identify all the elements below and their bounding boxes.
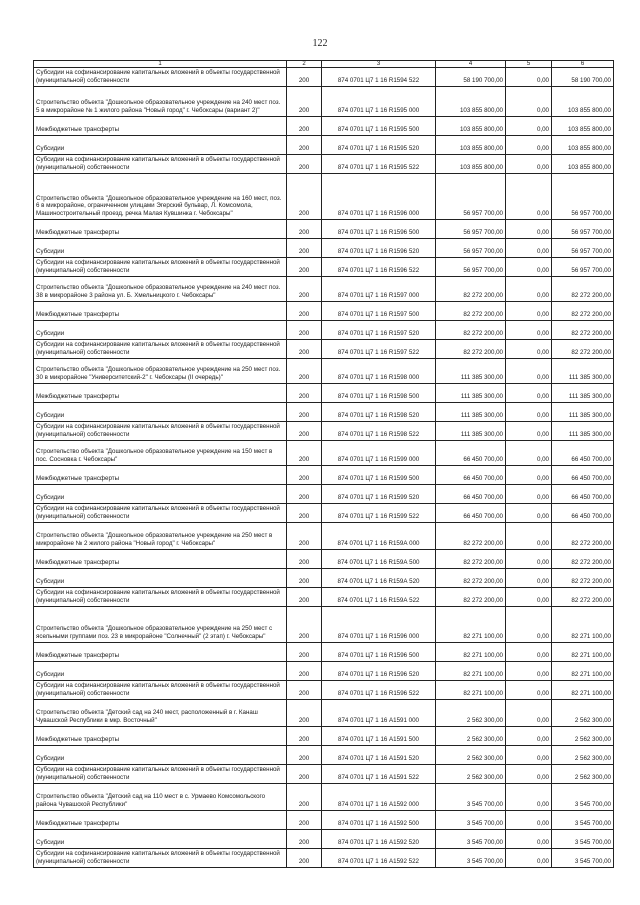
budget-table <box>33 60 614 868</box>
row-code: 200 <box>287 136 322 155</box>
row-target-code: 874 0701 Ц7 1 16 R159А 520 <box>322 569 436 588</box>
table-row <box>34 569 614 588</box>
row-total: 82 271 100,00 <box>552 662 614 681</box>
row-target-code: 874 0701 Ц7 1 16 А1592 522 <box>322 849 436 868</box>
row-total: 3 545 700,00 <box>552 830 614 849</box>
row-amount: 56 957 700,00 <box>436 258 506 277</box>
row-change: 0,00 <box>506 550 552 569</box>
row-name: Строительство объекта "Детский сад на 240 мест, расположенный в г. Канаш Чувашской Республики в мкр. Восточный" <box>34 700 287 727</box>
row-total: 82 271 100,00 <box>552 607 614 643</box>
row-target-code: 874 0701 Ц7 1 16 R1596 000 <box>322 174 436 220</box>
row-change: 0,00 <box>506 359 552 384</box>
row-target-code: 874 0701 Ц7 1 16 R1598 500 <box>322 384 436 403</box>
table-row <box>34 239 614 258</box>
row-name: Субсидии на софинансирование капитальных вложений в объекты государственной (муниципальной) собственности <box>34 765 287 784</box>
page-number: 122 <box>312 38 328 49</box>
row-total: 82 272 200,00 <box>552 588 614 607</box>
row-amount: 82 271 100,00 <box>436 681 506 700</box>
row-name: Субсидии на софинансирование капитальных вложений в объекты государственной (муниципальной) собственности <box>34 422 287 441</box>
row-target-code: 874 0701 Ц7 1 16 R1595 522 <box>322 155 436 174</box>
row-code: 200 <box>287 174 322 220</box>
table-row <box>34 523 614 550</box>
row-change: 0,00 <box>506 277 552 302</box>
row-code: 200 <box>287 68 322 87</box>
table-row <box>34 662 614 681</box>
row-name: Субсидии на софинансирование капитальных вложений в объекты государственной (муниципальной) собственности <box>34 258 287 277</box>
row-change: 0,00 <box>506 727 552 746</box>
row-target-code: 874 0701 Ц7 1 16 R1596 000 <box>322 607 436 643</box>
row-code: 200 <box>287 359 322 384</box>
row-name: Межбюджетные трансферты <box>34 302 287 321</box>
table-row <box>34 765 614 784</box>
row-amount: 111 385 300,00 <box>436 384 506 403</box>
row-total: 66 450 700,00 <box>552 485 614 504</box>
row-total: 56 957 700,00 <box>552 174 614 220</box>
row-total: 111 385 300,00 <box>552 403 614 422</box>
row-code: 200 <box>287 588 322 607</box>
row-target-code: 874 0701 Ц7 1 16 А1591 522 <box>322 765 436 784</box>
row-target-code: 874 0701 Ц7 1 16 R1599 522 <box>322 504 436 523</box>
row-amount: 82 271 100,00 <box>436 607 506 643</box>
row-amount: 66 450 700,00 <box>436 441 506 466</box>
row-total: 82 272 200,00 <box>552 550 614 569</box>
row-name: Межбюджетные трансферты <box>34 811 287 830</box>
row-code: 200 <box>287 765 322 784</box>
row-code: 200 <box>287 441 322 466</box>
row-change: 0,00 <box>506 811 552 830</box>
row-amount: 3 545 700,00 <box>436 784 506 811</box>
table-row <box>34 68 614 87</box>
row-code: 200 <box>287 523 322 550</box>
row-target-code: 874 0701 Ц7 1 16 R1598 522 <box>322 422 436 441</box>
row-total: 3 545 700,00 <box>552 811 614 830</box>
row-amount: 103 855 800,00 <box>436 136 506 155</box>
table-row <box>34 136 614 155</box>
row-name: Субсидии <box>34 321 287 340</box>
row-amount: 111 385 300,00 <box>436 359 506 384</box>
row-code: 200 <box>287 384 322 403</box>
row-code: 200 <box>287 155 322 174</box>
row-name: Межбюджетные трансферты <box>34 643 287 662</box>
table-row <box>34 504 614 523</box>
row-name: Субсидии <box>34 485 287 504</box>
row-name: Строительство объекта "Дошкольное образовательное учреждение на 250 мест с ясельными группами поз. 23 в микрорайоне "Солнечный" (2 этап) г. Чебоксары" <box>34 607 287 643</box>
row-name: Строительство объекта "Дошкольное образовательное учреждение на 160 мест, поз. 6 в микрорайоне, ограниченном улицами Эгерский бульвар, Л. Комсомола, Машиностроительный проезд, речка Малая Кувшинка г. Чебоксары" <box>34 174 287 220</box>
row-total: 82 272 200,00 <box>552 321 614 340</box>
row-total: 103 855 800,00 <box>552 155 614 174</box>
column-number: 6 <box>552 61 614 68</box>
row-target-code: 874 0701 Ц7 1 16 R1597 000 <box>322 277 436 302</box>
row-total: 3 545 700,00 <box>552 849 614 868</box>
row-name: Строительство объекта "Дошкольное образовательное учреждение на 250 мест в микрорайоне № 2 жилого района "Новый город" г. Чебоксары" <box>34 523 287 550</box>
row-amount: 2 562 300,00 <box>436 700 506 727</box>
row-amount: 66 450 700,00 <box>436 466 506 485</box>
table-row <box>34 258 614 277</box>
row-amount: 56 957 700,00 <box>436 239 506 258</box>
row-code: 200 <box>287 784 322 811</box>
row-target-code: 874 0701 Ц7 1 16 А1591 520 <box>322 746 436 765</box>
row-amount: 103 855 800,00 <box>436 87 506 117</box>
table-row <box>34 302 614 321</box>
table-row <box>34 117 614 136</box>
row-change: 0,00 <box>506 174 552 220</box>
row-amount: 56 957 700,00 <box>436 220 506 239</box>
row-code: 200 <box>287 277 322 302</box>
table-row <box>34 700 614 727</box>
row-amount: 2 562 300,00 <box>436 765 506 784</box>
row-name: Межбюджетные трансферты <box>34 384 287 403</box>
row-target-code: 874 0701 Ц7 1 16 А1592 520 <box>322 830 436 849</box>
row-target-code: 874 0701 Ц7 1 16 R1599 500 <box>322 466 436 485</box>
row-amount: 103 855 800,00 <box>436 117 506 136</box>
row-amount: 82 271 100,00 <box>436 643 506 662</box>
row-name: Субсидии <box>34 830 287 849</box>
row-amount: 3 545 700,00 <box>436 849 506 868</box>
row-total: 2 562 300,00 <box>552 727 614 746</box>
row-code: 200 <box>287 569 322 588</box>
row-total: 2 562 300,00 <box>552 746 614 765</box>
row-name: Субсидии на софинансирование капитальных вложений в объекты государственной (муниципальной) собственности <box>34 68 287 87</box>
column-number: 4 <box>436 61 506 68</box>
table-row <box>34 321 614 340</box>
table-row <box>34 87 614 117</box>
row-total: 103 855 800,00 <box>552 136 614 155</box>
row-code: 200 <box>287 117 322 136</box>
row-change: 0,00 <box>506 504 552 523</box>
row-amount: 2 562 300,00 <box>436 746 506 765</box>
row-target-code: 874 0701 Ц7 1 16 R159А 500 <box>322 550 436 569</box>
row-amount: 82 272 200,00 <box>436 321 506 340</box>
row-name: Межбюджетные трансферты <box>34 727 287 746</box>
row-target-code: 874 0701 Ц7 1 16 R1599 000 <box>322 441 436 466</box>
row-change: 0,00 <box>506 422 552 441</box>
row-code: 200 <box>287 607 322 643</box>
row-target-code: 874 0701 Ц7 1 16 R1597 520 <box>322 321 436 340</box>
row-change: 0,00 <box>506 321 552 340</box>
row-target-code: 874 0701 Ц7 1 16 А1591 500 <box>322 727 436 746</box>
row-total: 82 272 200,00 <box>552 569 614 588</box>
row-code: 200 <box>287 87 322 117</box>
row-name: Субсидии <box>34 746 287 765</box>
row-target-code: 874 0701 Ц7 1 16 R1597 500 <box>322 302 436 321</box>
row-change: 0,00 <box>506 302 552 321</box>
row-change: 0,00 <box>506 588 552 607</box>
row-change: 0,00 <box>506 523 552 550</box>
row-code: 200 <box>287 504 322 523</box>
row-target-code: 874 0701 Ц7 1 16 А1591 000 <box>322 700 436 727</box>
row-name: Субсидии <box>34 569 287 588</box>
table-row <box>34 403 614 422</box>
row-total: 82 271 100,00 <box>552 643 614 662</box>
table-row <box>34 155 614 174</box>
table-row <box>34 485 614 504</box>
table-row <box>34 384 614 403</box>
table-row <box>34 220 614 239</box>
row-target-code: 874 0701 Ц7 1 16 R1599 520 <box>322 485 436 504</box>
row-amount: 66 450 700,00 <box>436 485 506 504</box>
row-name: Строительство объекта "Дошкольное образовательное учреждение на 240 мест поз. 5 в микрорайоне № 1 жилого района "Новый город" г. Чебоксары (вариант 2)" <box>34 87 287 117</box>
row-total: 66 450 700,00 <box>552 466 614 485</box>
row-target-code: 874 0701 Ц7 1 16 R1595 500 <box>322 117 436 136</box>
row-amount: 82 272 200,00 <box>436 523 506 550</box>
row-amount: 82 272 200,00 <box>436 302 506 321</box>
row-target-code: 874 0701 Ц7 1 16 А1592 000 <box>322 784 436 811</box>
row-name: Строительство объекта "Дошкольное образовательное учреждение на 240 мест поз. 38 в микрорайоне 3 района ул. Б. Хмельницкого г. Чебоксары" <box>34 277 287 302</box>
row-total: 3 545 700,00 <box>552 784 614 811</box>
table-body <box>34 68 614 868</box>
row-total: 2 562 300,00 <box>552 765 614 784</box>
table-row <box>34 277 614 302</box>
row-name: Субсидии <box>34 239 287 258</box>
row-change: 0,00 <box>506 746 552 765</box>
row-change: 0,00 <box>506 384 552 403</box>
row-name: Межбюджетные трансферты <box>34 466 287 485</box>
row-amount: 3 545 700,00 <box>436 811 506 830</box>
row-target-code: 874 0701 Ц7 1 16 R1596 500 <box>322 643 436 662</box>
table-row <box>34 681 614 700</box>
row-code: 200 <box>287 340 322 359</box>
row-total: 56 957 700,00 <box>552 258 614 277</box>
table-row <box>34 588 614 607</box>
row-target-code: 874 0701 Ц7 1 16 R1596 522 <box>322 258 436 277</box>
table-row <box>34 422 614 441</box>
row-target-code: 874 0701 Ц7 1 16 R1596 500 <box>322 220 436 239</box>
row-total: 111 385 300,00 <box>552 359 614 384</box>
row-code: 200 <box>287 700 322 727</box>
row-total: 111 385 300,00 <box>552 384 614 403</box>
row-code: 200 <box>287 422 322 441</box>
row-target-code: 874 0701 Ц7 1 16 R159А 000 <box>322 523 436 550</box>
row-amount: 111 385 300,00 <box>436 403 506 422</box>
row-total: 103 855 800,00 <box>552 117 614 136</box>
row-code: 200 <box>287 727 322 746</box>
row-code: 200 <box>287 321 322 340</box>
row-amount: 56 957 700,00 <box>436 174 506 220</box>
row-change: 0,00 <box>506 258 552 277</box>
row-change: 0,00 <box>506 784 552 811</box>
row-change: 0,00 <box>506 68 552 87</box>
row-change: 0,00 <box>506 466 552 485</box>
row-target-code: 874 0701 Ц7 1 16 R159А 522 <box>322 588 436 607</box>
row-amount: 58 190 700,00 <box>436 68 506 87</box>
table-row <box>34 340 614 359</box>
row-amount: 2 562 300,00 <box>436 727 506 746</box>
row-amount: 82 272 200,00 <box>436 550 506 569</box>
row-change: 0,00 <box>506 681 552 700</box>
row-code: 200 <box>287 643 322 662</box>
table-row <box>34 550 614 569</box>
row-amount: 103 855 800,00 <box>436 155 506 174</box>
table-row <box>34 174 614 220</box>
row-code: 200 <box>287 830 322 849</box>
table-row <box>34 359 614 384</box>
table-row <box>34 849 614 868</box>
row-change: 0,00 <box>506 765 552 784</box>
row-amount: 82 272 200,00 <box>436 340 506 359</box>
column-number: 5 <box>506 61 552 68</box>
row-name: Межбюджетные трансферты <box>34 220 287 239</box>
row-change: 0,00 <box>506 485 552 504</box>
row-change: 0,00 <box>506 643 552 662</box>
row-target-code: 874 0701 Ц7 1 16 R1595 000 <box>322 87 436 117</box>
row-name: Субсидии <box>34 403 287 422</box>
row-name: Строительство объекта "Детский сад на 110 мест в с. Урмаево Комсомольского района Чувашской Республики" <box>34 784 287 811</box>
row-change: 0,00 <box>506 700 552 727</box>
row-total: 82 272 200,00 <box>552 277 614 302</box>
row-change: 0,00 <box>506 662 552 681</box>
row-change: 0,00 <box>506 340 552 359</box>
row-total: 56 957 700,00 <box>552 220 614 239</box>
row-name: Субсидии на софинансирование капитальных вложений в объекты государственной (муниципальной) собственности <box>34 588 287 607</box>
row-target-code: 874 0701 Ц7 1 16 R1596 520 <box>322 662 436 681</box>
row-amount: 82 272 200,00 <box>436 277 506 302</box>
row-name: Межбюджетные трансферты <box>34 550 287 569</box>
row-code: 200 <box>287 662 322 681</box>
row-total: 82 272 200,00 <box>552 523 614 550</box>
row-change: 0,00 <box>506 239 552 258</box>
row-amount: 66 450 700,00 <box>436 504 506 523</box>
row-change: 0,00 <box>506 441 552 466</box>
row-amount: 82 272 200,00 <box>436 588 506 607</box>
row-change: 0,00 <box>506 830 552 849</box>
row-code: 200 <box>287 485 322 504</box>
row-change: 0,00 <box>506 220 552 239</box>
row-total: 111 385 300,00 <box>552 422 614 441</box>
row-change: 0,00 <box>506 569 552 588</box>
row-target-code: 874 0701 Ц7 1 16 R1594 522 <box>322 68 436 87</box>
row-name: Субсидии на софинансирование капитальных вложений в объекты государственной (муниципальной) собственности <box>34 340 287 359</box>
row-change: 0,00 <box>506 849 552 868</box>
row-change: 0,00 <box>506 607 552 643</box>
row-total: 66 450 700,00 <box>552 504 614 523</box>
table-row <box>34 746 614 765</box>
row-code: 200 <box>287 239 322 258</box>
row-code: 200 <box>287 302 322 321</box>
table-row <box>34 727 614 746</box>
row-total: 82 272 200,00 <box>552 340 614 359</box>
row-change: 0,00 <box>506 136 552 155</box>
row-name: Субсидии на софинансирование капитальных вложений в объекты государственной (муниципальной) собственности <box>34 504 287 523</box>
column-number: 3 <box>322 61 436 68</box>
row-target-code: 874 0701 Ц7 1 16 R1598 520 <box>322 403 436 422</box>
row-total: 2 562 300,00 <box>552 700 614 727</box>
row-total: 56 957 700,00 <box>552 239 614 258</box>
table-row <box>34 441 614 466</box>
row-total: 103 855 800,00 <box>552 87 614 117</box>
row-amount: 82 272 200,00 <box>436 569 506 588</box>
table-row <box>34 811 614 830</box>
row-name: Субсидии на софинансирование капитальных вложений в объекты государственной (муниципальной) собственности <box>34 681 287 700</box>
row-target-code: 874 0701 Ц7 1 16 R1598 000 <box>322 359 436 384</box>
row-target-code: 874 0701 Ц7 1 16 R1596 522 <box>322 681 436 700</box>
row-change: 0,00 <box>506 155 552 174</box>
column-number: 1 <box>34 61 287 68</box>
row-total: 58 190 700,00 <box>552 68 614 87</box>
column-number-row <box>34 61 614 68</box>
row-name: Субсидии на софинансирование капитальных вложений в объекты государственной (муниципальной) собственности <box>34 155 287 174</box>
row-name: Субсидии <box>34 662 287 681</box>
row-name: Межбюджетные трансферты <box>34 117 287 136</box>
row-target-code: 874 0701 Ц7 1 16 R1597 522 <box>322 340 436 359</box>
table-row <box>34 466 614 485</box>
row-name: Субсидии <box>34 136 287 155</box>
row-target-code: 874 0701 Ц7 1 16 R1596 520 <box>322 239 436 258</box>
table-row <box>34 830 614 849</box>
row-code: 200 <box>287 220 322 239</box>
row-code: 200 <box>287 466 322 485</box>
row-name: Строительство объекта "Дошкольное образовательное учреждение на 250 мест поз. 30 в микрорайоне "Университетский-2" г. Чебоксары (II очередь)" <box>34 359 287 384</box>
row-total: 66 450 700,00 <box>552 441 614 466</box>
row-name: Субсидии на софинансирование капитальных вложений в объекты государственной (муниципальной) собственности <box>34 849 287 868</box>
row-change: 0,00 <box>506 87 552 117</box>
table-row <box>34 784 614 811</box>
column-number: 2 <box>287 61 322 68</box>
row-amount: 111 385 300,00 <box>436 422 506 441</box>
row-name: Строительство объекта "Дошкольное образовательное учреждение на 150 мест в пос. Сосновка г. Чебоксары" <box>34 441 287 466</box>
row-code: 200 <box>287 403 322 422</box>
row-amount: 3 545 700,00 <box>436 830 506 849</box>
row-code: 200 <box>287 550 322 569</box>
table-row <box>34 643 614 662</box>
row-code: 200 <box>287 258 322 277</box>
row-code: 200 <box>287 746 322 765</box>
row-total: 82 272 200,00 <box>552 302 614 321</box>
row-target-code: 874 0701 Ц7 1 16 А1592 500 <box>322 811 436 830</box>
row-target-code: 874 0701 Ц7 1 16 R1595 520 <box>322 136 436 155</box>
row-code: 200 <box>287 849 322 868</box>
row-change: 0,00 <box>506 117 552 136</box>
table-row <box>34 607 614 643</box>
row-code: 200 <box>287 811 322 830</box>
row-code: 200 <box>287 681 322 700</box>
row-change: 0,00 <box>506 403 552 422</box>
row-amount: 82 271 100,00 <box>436 662 506 681</box>
row-total: 82 271 100,00 <box>552 681 614 700</box>
